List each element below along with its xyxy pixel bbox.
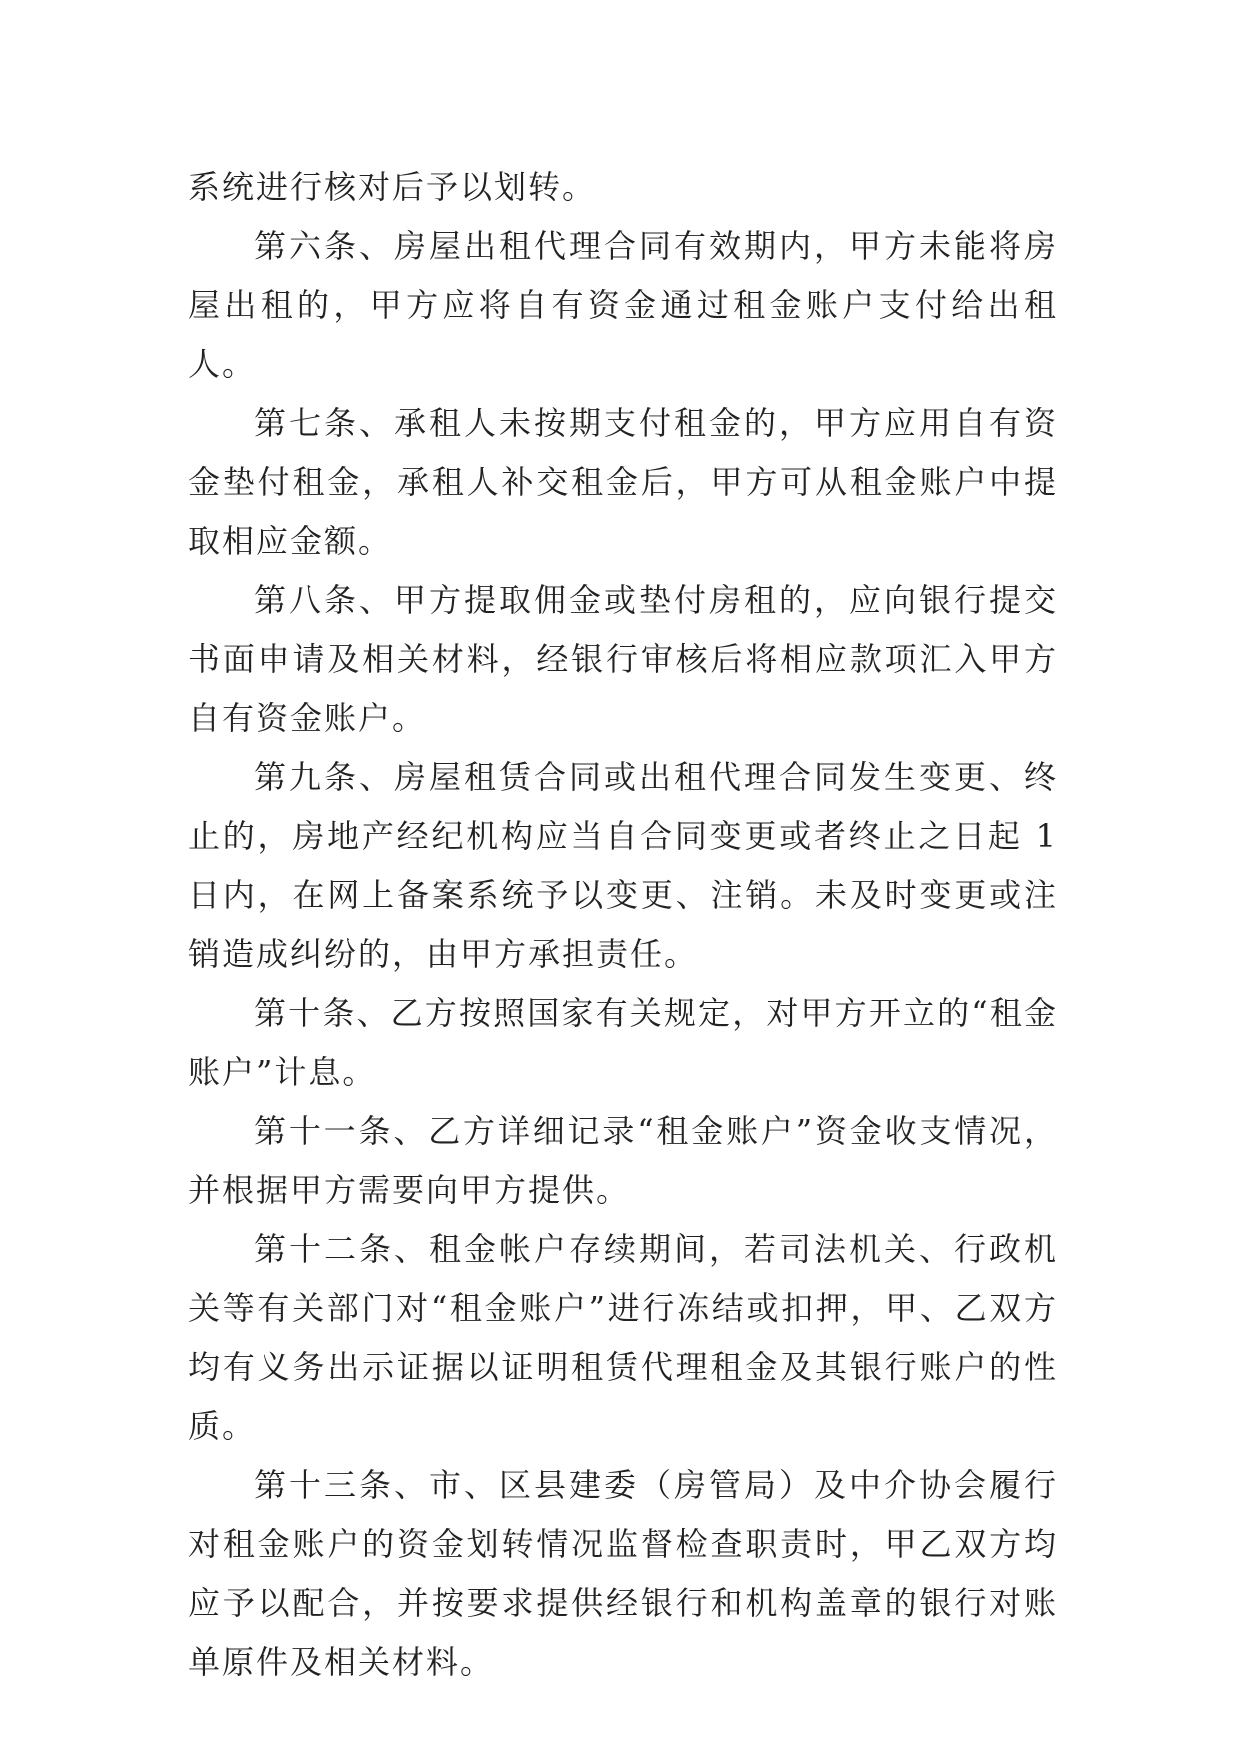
paragraph-article-8: 第八条、甲方提取佣金或垫付房租的，应向银行提交书面申请及相关材料，经银行审核后将相应款项汇入甲方自有资金账户。 bbox=[188, 581, 1058, 737]
paragraph-continuation: 系统进行核对后予以划转。 bbox=[188, 168, 597, 206]
paragraph-article-6: 第六条、房屋出租代理合同有效期内，甲方未能将房屋出租的，甲方应将自有资金通过租金账户支付给出租人。 bbox=[188, 227, 1058, 383]
paragraph-article-10: 第十条、乙方按照国家有关规定，对甲方开立的“租金账户”计息。 bbox=[188, 994, 1058, 1091]
paragraph-article-9: 第九条、房屋租赁合同或出租代理合同发生变更、终止的，房地产经纪机构应当自合同变更或者终止之日起 1 日内，在网上备案系统予以变更、注销。未及时变更或注销造成纠纷的，由甲方承担责任。 bbox=[188, 758, 1058, 973]
paragraph-article-12: 第十二条、租金帐户存续期间，若司法机关、行政机关等有关部门对“租金账户”进行冻结或扣押，甲、乙双方均有义务出示证据以证明租赁代理租金及其银行账户的性质。 bbox=[188, 1230, 1058, 1445]
paragraph-article-7: 第七条、承租人未按期支付租金的，甲方应用自有资金垫付租金，承租人补交租金后，甲方可从租金账户中提取相应金额。 bbox=[188, 404, 1058, 560]
document-body bbox=[188, 158, 1058, 1692]
paragraph-article-11: 第十一条、乙方详细记录“租金账户”资金收支情况，并根据甲方需要向甲方提供。 bbox=[188, 1112, 1058, 1209]
paragraph-article-13: 第十三条、市、区县建委（房管局）及中介协会履行对租金账户的资金划转情况监督检查职责时，甲乙双方均应予以配合，并按要求提供经银行和机构盖章的银行对账单原件及相关材料。 bbox=[188, 1466, 1058, 1681]
